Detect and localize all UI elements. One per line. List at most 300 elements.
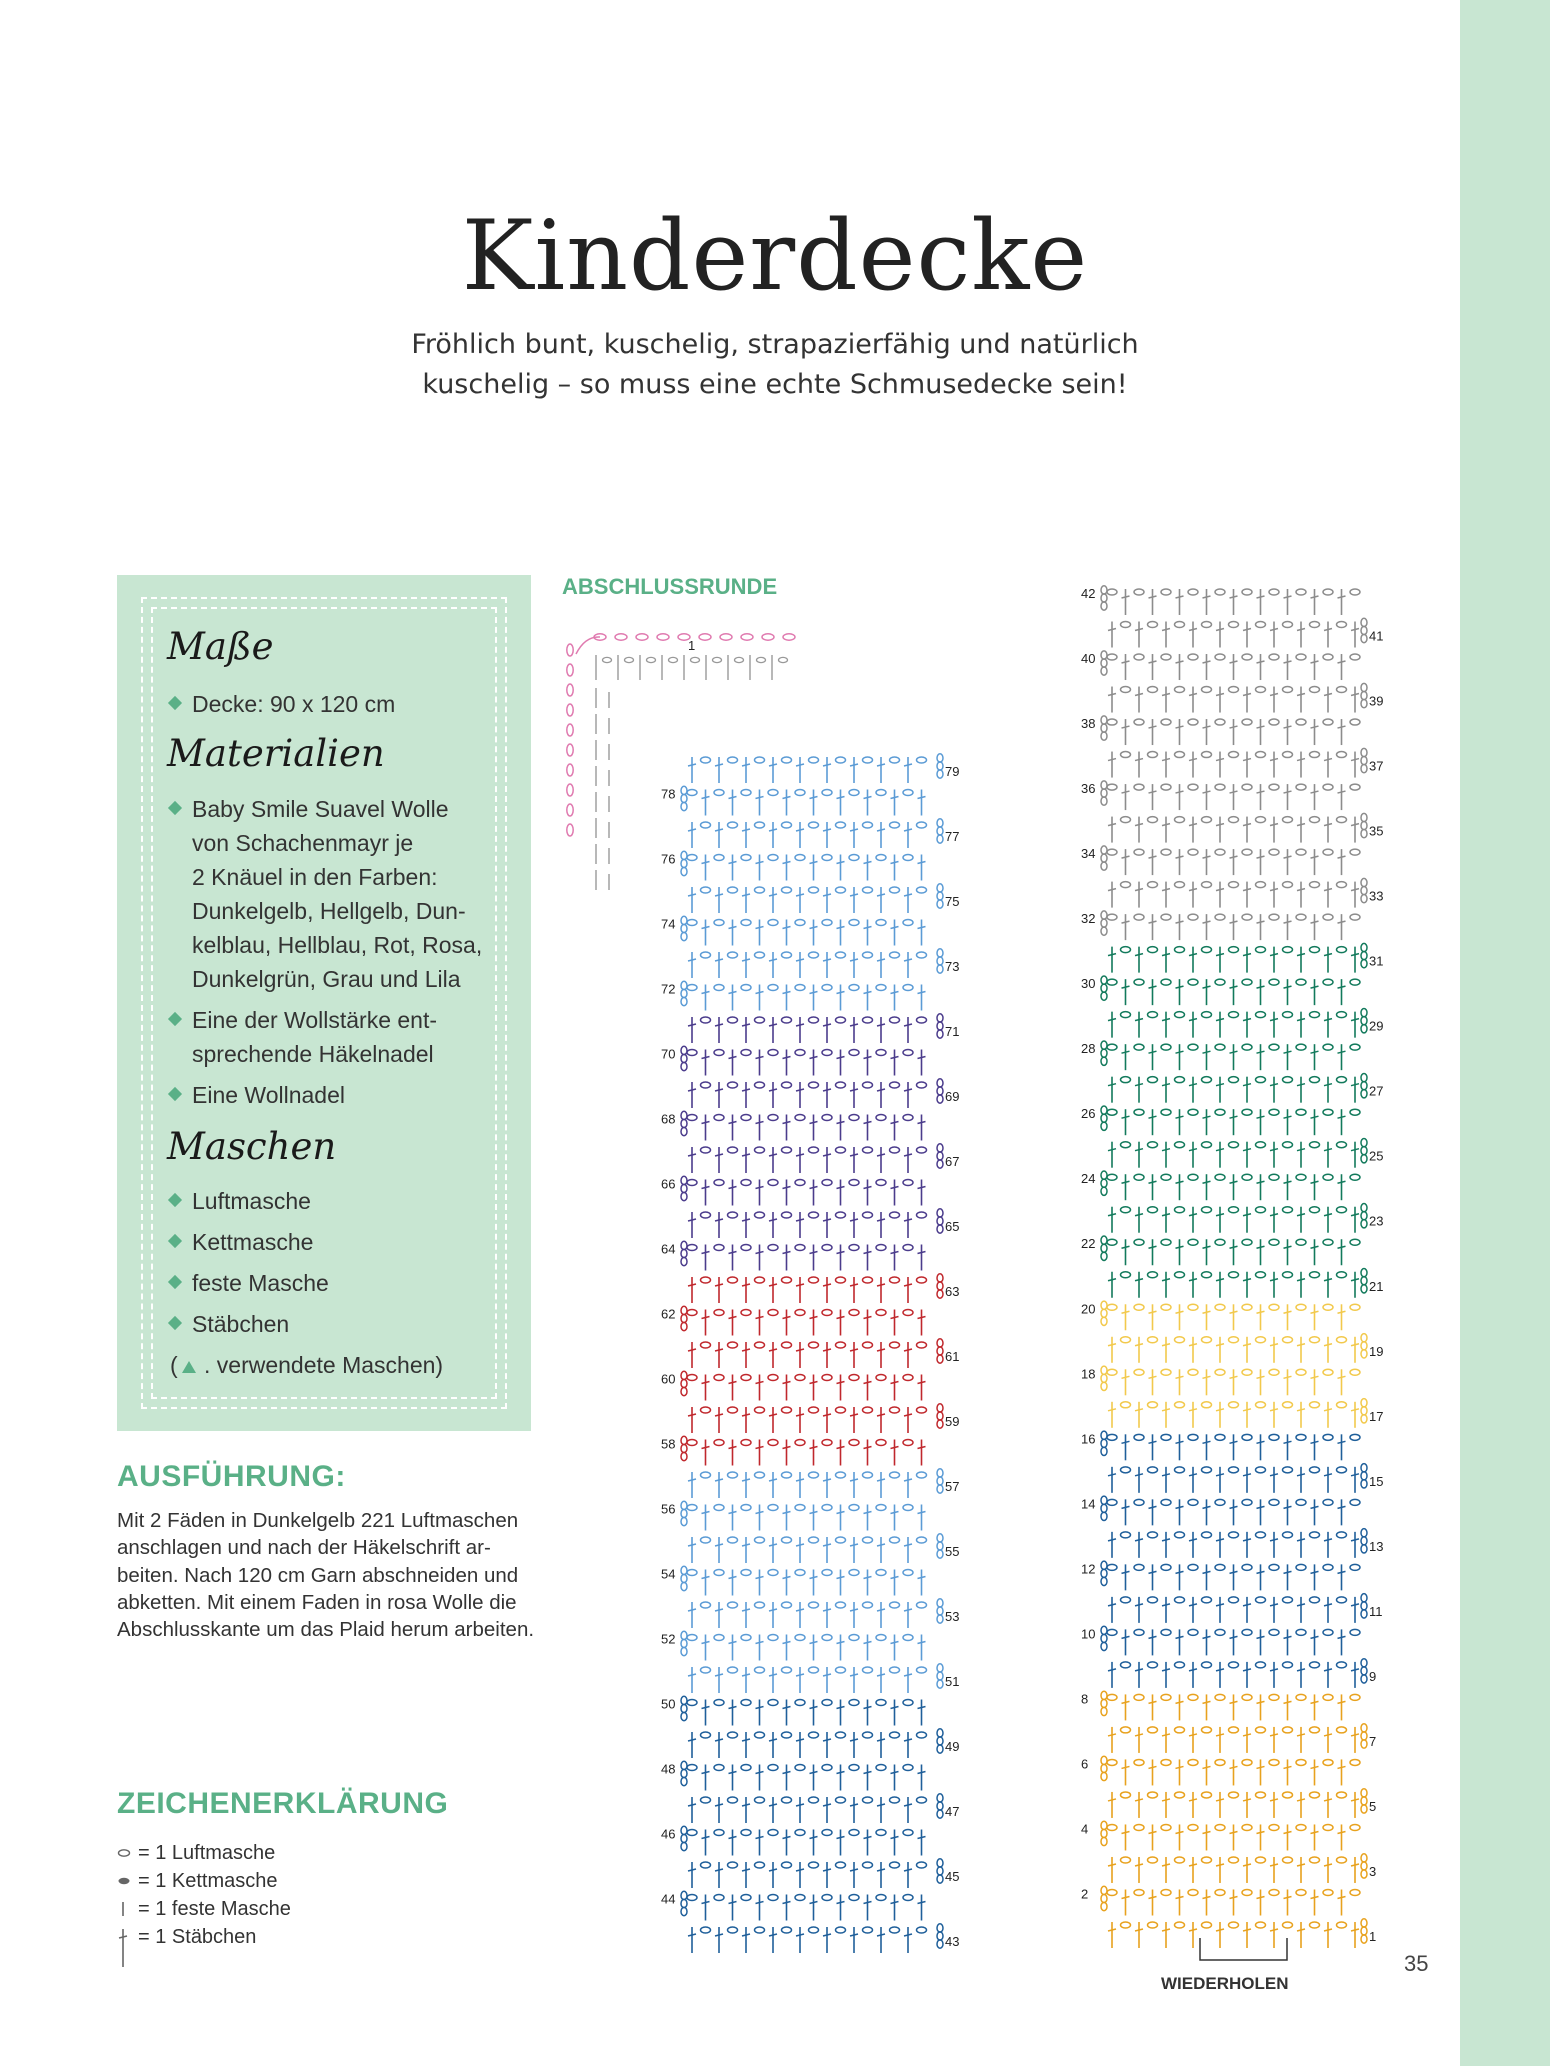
staebchen-bar-mark — [877, 1869, 885, 1871]
staebchen-bar-mark — [688, 1154, 696, 1156]
staebchen-bar-mark — [891, 1577, 899, 1579]
staebchen-bar-mark — [918, 1317, 926, 1319]
luftmasche-mark — [1188, 589, 1198, 595]
staebchen-bar-mark — [1351, 1344, 1359, 1346]
staebchen-bar-mark — [1176, 1246, 1184, 1248]
staebchen-bar-mark — [715, 1219, 723, 1221]
turning-chain-mark — [681, 1192, 687, 1200]
row-number-label: 22 — [1081, 1236, 1096, 1252]
luftmasche-mark — [890, 822, 900, 828]
chart-row — [1108, 1073, 1383, 1102]
staebchen-bar-mark — [783, 1252, 791, 1254]
luftmasche-mark — [1323, 1434, 1333, 1440]
luftmasche-mark — [1148, 752, 1158, 758]
staebchen-bar-mark — [904, 1414, 912, 1416]
staebchen-bar-mark — [918, 1577, 926, 1579]
staebchen-bar-mark — [1270, 1149, 1278, 1151]
staebchen-bar-mark — [891, 1707, 899, 1709]
chart-row — [1108, 1269, 1383, 1298]
luftmasche-mark — [1310, 882, 1320, 888]
luftmasche-mark — [917, 1667, 927, 1673]
staebchen-bar-mark — [1351, 759, 1359, 761]
turning-chain-mark — [1361, 1285, 1367, 1293]
luftmasche-mark — [714, 1830, 724, 1836]
staebchen-bar-mark — [823, 1739, 831, 1741]
luftmasche-mark — [1121, 947, 1131, 953]
turning-chain-mark — [681, 851, 687, 859]
luftmasche-mark — [849, 1895, 859, 1901]
luftmasche-mark — [1188, 1889, 1198, 1895]
chart-row — [1108, 1789, 1376, 1818]
staebchen-bar-mark — [702, 1707, 710, 1709]
staebchen-bar-mark — [783, 1707, 791, 1709]
luftmasche-mark — [1323, 1109, 1333, 1115]
staebchen-bar-mark — [1297, 1084, 1305, 1086]
staebchen-bar-mark — [1311, 1636, 1319, 1638]
staebchen-bar-mark — [810, 1902, 818, 1904]
round-start-label: 1 — [688, 638, 696, 653]
luftmasche-mark — [1242, 1239, 1252, 1245]
luftmasche-mark — [1121, 1337, 1131, 1343]
staebchen-bar-mark — [742, 1154, 750, 1156]
luftmasche-mark — [1175, 1402, 1185, 1408]
luftmasche-mark — [1175, 1337, 1185, 1343]
row-number-label: 15 — [1369, 1473, 1384, 1489]
chart-row — [1108, 1399, 1383, 1428]
chart-row — [1081, 586, 1360, 615]
turning-chain-mark — [937, 1550, 943, 1558]
luftmasche-mark — [1350, 849, 1360, 855]
turning-chain-mark — [1361, 813, 1367, 821]
staebchen-bar-mark — [810, 1512, 818, 1514]
staebchen-bar-mark — [1257, 1181, 1265, 1183]
luftmasche-mark — [782, 1602, 792, 1608]
turning-chain-mark — [1101, 1699, 1107, 1707]
staebchen-bar-mark — [1284, 1246, 1292, 1248]
luftmasche-mark — [1215, 784, 1225, 790]
luftmasche-mark — [1134, 1824, 1144, 1830]
staebchen-bar-mark — [1351, 954, 1359, 956]
staebchen-bar-mark — [918, 1707, 926, 1709]
row-number-label: 48 — [661, 1761, 676, 1777]
luftmasche-mark — [1148, 1012, 1158, 1018]
luftmasche-mark — [714, 1700, 724, 1706]
staebchen-bar-mark — [1122, 1246, 1130, 1248]
staebchen-bar-mark — [769, 894, 777, 896]
staebchen-bar-mark — [877, 764, 885, 766]
luftmasche-mark — [1215, 1564, 1225, 1570]
staebchen-bar-mark — [1176, 986, 1184, 988]
turning-chain-mark — [1101, 1057, 1107, 1065]
turning-chain-mark — [681, 1054, 687, 1062]
border-chain-mark — [567, 784, 573, 796]
luftmasche-mark — [1175, 1532, 1185, 1538]
staebchen-bar-mark — [702, 862, 710, 864]
turning-chain-mark — [681, 1257, 687, 1265]
luftmasche-mark — [1269, 1889, 1279, 1895]
staebchen-bar-mark — [1216, 1669, 1224, 1671]
luftmasche-mark — [903, 1635, 913, 1641]
luftmasche-mark — [863, 1407, 873, 1413]
staebchen-bar-mark — [1135, 1539, 1143, 1541]
luftmasche-mark — [1296, 1564, 1306, 1570]
turning-chain-mark — [937, 1347, 943, 1355]
staebchen-bar-mark — [1311, 596, 1319, 598]
luftmasche-mark — [1121, 752, 1131, 758]
staebchen-bar-mark — [715, 1609, 723, 1611]
luftmasche-mark — [1256, 687, 1266, 693]
staebchen-bar-mark — [1297, 694, 1305, 696]
staebchen-bar-mark — [1338, 1766, 1346, 1768]
staebchen-bar-mark — [891, 1642, 899, 1644]
staebchen-bar-mark — [1108, 1669, 1116, 1671]
luftmasche-mark — [863, 822, 873, 828]
row-number-label: 74 — [661, 916, 676, 932]
luftmasche-mark — [1229, 1792, 1239, 1798]
luftmasche-mark — [890, 1342, 900, 1348]
luftmasche-mark — [876, 920, 886, 926]
luftmasche-mark — [1310, 947, 1320, 953]
turning-chain-mark — [681, 1452, 687, 1460]
turning-chain-mark — [937, 1534, 943, 1542]
staebchen-bar-mark — [891, 1317, 899, 1319]
luftmasche-mark — [822, 1115, 832, 1121]
luftmasche-mark — [822, 1375, 832, 1381]
row-number-label: 71 — [945, 1024, 960, 1039]
staebchen-bar-mark — [810, 992, 818, 994]
luftmasche-mark — [755, 757, 765, 763]
luftmasche-mark — [728, 1602, 738, 1608]
staebchen-bar-mark — [823, 1219, 831, 1221]
turning-chain-mark — [681, 1249, 687, 1257]
turning-chain-mark — [681, 786, 687, 794]
luftmasche-mark — [755, 1342, 765, 1348]
luftmasche-mark — [795, 1245, 805, 1251]
luftmasche-mark — [1269, 1759, 1279, 1765]
luftmasche-mark — [863, 887, 873, 893]
luftmasche-mark — [728, 1667, 738, 1673]
row-number-label: 31 — [1369, 953, 1384, 969]
luftmasche-mark — [1337, 1857, 1347, 1863]
turning-chain-mark — [1101, 1894, 1107, 1902]
luftmasche-mark — [701, 1862, 711, 1868]
staebchen-bar-mark — [1324, 1539, 1332, 1541]
staebchen-bar-mark — [1149, 1636, 1157, 1638]
staebchen-bar-mark — [1311, 1701, 1319, 1703]
luftmasche-mark — [1310, 1662, 1320, 1668]
staebchen-bar-mark — [1324, 1344, 1332, 1346]
staebchen-bar-mark — [783, 1382, 791, 1384]
row-number-label: 35 — [1369, 823, 1384, 839]
luftmasche-mark — [1283, 1792, 1293, 1798]
staebchen-bar-mark — [904, 1609, 912, 1611]
luftmasche-mark — [903, 920, 913, 926]
turning-chain-mark — [1101, 586, 1107, 594]
materialien-item: Baby Smile Suavel Wolle von Schachenmayr je 2 Knäuel in den Farben: Dunkelgelb, Hellgelb, Dun- kelblau, Hellblau, Rot, Rosa, Dunkelgrün, Grau und Lila — [170, 792, 510, 996]
staebchen-bar-mark — [918, 927, 926, 929]
luftmasche-mark — [917, 1537, 927, 1543]
masse-heading: Maße — [167, 625, 274, 668]
luftmasche-mark — [1215, 1889, 1225, 1895]
luftmasche-mark — [795, 1570, 805, 1576]
luftmasche-mark — [1134, 654, 1144, 660]
staebchen-bar-mark — [783, 797, 791, 799]
luftmasche-mark — [1107, 1434, 1117, 1440]
turning-chain-mark — [937, 1087, 943, 1095]
staebchen-bar-mark — [1149, 596, 1157, 598]
staebchen-bar-mark — [1338, 726, 1346, 728]
luftmasche-mark — [1323, 784, 1333, 790]
luftmasche-mark — [701, 1342, 711, 1348]
luftmasche-mark — [1296, 1889, 1306, 1895]
staebchen-bar-mark — [918, 1902, 926, 1904]
row-number-label: 7 — [1369, 1733, 1377, 1749]
turning-chain-mark — [937, 1412, 943, 1420]
luftmasche-mark — [849, 985, 859, 991]
turning-chain-mark — [1101, 1496, 1107, 1504]
staebchen-bar-mark — [823, 959, 831, 961]
luftmasche-mark — [1215, 1174, 1225, 1180]
luftmasche-mark — [1337, 1337, 1347, 1343]
luftmasche-mark — [795, 1050, 805, 1056]
luftmasche-mark — [1175, 882, 1185, 888]
staebchen-bar-mark — [1162, 1214, 1170, 1216]
staebchen-bar-mark — [1149, 856, 1157, 858]
staebchen-bar-mark — [810, 1382, 818, 1384]
turning-chain-mark — [1361, 1870, 1367, 1878]
luftmasche-mark — [809, 1017, 819, 1023]
luftmasche-mark — [1242, 849, 1252, 855]
row-number-label: 72 — [661, 981, 676, 997]
luftmasche-mark — [1323, 914, 1333, 920]
staebchen-bar-mark — [904, 1349, 912, 1351]
staebchen-bar-mark — [904, 894, 912, 896]
staebchen-bar-mark — [1149, 1831, 1157, 1833]
staebchen-bar-mark — [1243, 1214, 1251, 1216]
staebchen-bar-mark — [891, 992, 899, 994]
turning-chain-mark — [1361, 1334, 1367, 1342]
luftmasche-mark — [1215, 1824, 1225, 1830]
luftmasche-mark — [1188, 1369, 1198, 1375]
staebchen-bar-mark — [1122, 1636, 1130, 1638]
luftmasche-mark — [687, 1440, 697, 1446]
staebchen-bar-mark — [864, 1642, 872, 1644]
luftmasche-mark — [876, 1115, 886, 1121]
luftmasche-mark — [1283, 882, 1293, 888]
luftmasche-mark — [714, 855, 724, 861]
luftmasche-mark — [687, 920, 697, 926]
chart-row — [1081, 976, 1360, 1005]
turning-chain-mark — [681, 1639, 687, 1647]
chart-row — [1108, 1854, 1376, 1883]
luftmasche-mark — [1229, 622, 1239, 628]
luftmasche-mark — [836, 952, 846, 958]
luftmasche-mark — [1242, 1889, 1252, 1895]
staebchen-bar-mark — [864, 1837, 872, 1839]
turning-chain-mark — [1101, 984, 1107, 992]
staebchen-bar-mark — [1297, 1929, 1305, 1931]
turning-chain-mark — [1101, 1764, 1107, 1772]
staebchen-bar-mark — [918, 1837, 926, 1839]
staebchen-bar-mark — [1189, 954, 1197, 956]
staebchen-bar-mark — [1270, 1344, 1278, 1346]
staebchen-bar-mark — [756, 1577, 764, 1579]
edge-chain-mark — [757, 657, 766, 662]
luftmasche-mark — [687, 1050, 697, 1056]
luftmasche-mark — [768, 1440, 778, 1446]
turning-chain-mark — [681, 1891, 687, 1899]
staebchen-bar-mark — [1176, 1701, 1184, 1703]
turning-chain-mark — [937, 1485, 943, 1493]
turning-chain-mark — [681, 1834, 687, 1842]
row-number-label: 79 — [945, 764, 960, 779]
chart-row — [688, 1404, 959, 1433]
staebchen-bar-mark — [783, 1902, 791, 1904]
luftmasche-mark — [1148, 882, 1158, 888]
luftmasche-mark — [1256, 817, 1266, 823]
luftmasche-mark — [701, 952, 711, 958]
luftmasche-mark — [1148, 1597, 1158, 1603]
row-number-label: 25 — [1369, 1148, 1384, 1164]
luftmasche-mark — [728, 1017, 738, 1023]
staebchen-bar-mark — [1338, 1701, 1346, 1703]
luftmasche-mark — [1269, 914, 1279, 920]
staebchen-bar-mark — [1230, 1181, 1238, 1183]
turning-chain-mark — [1361, 1732, 1367, 1740]
luftmasche-mark — [701, 822, 711, 828]
staebchen-bar-mark — [850, 959, 858, 961]
legend-heading: ZEICHENERKLÄRUNG — [117, 1787, 449, 1820]
staebchen-bar-mark — [918, 1642, 926, 1644]
luftmasche-mark — [890, 1472, 900, 1478]
staebchen-bar-mark — [823, 1934, 831, 1936]
staebchen-bar-mark — [1257, 661, 1265, 663]
staebchen-bar-mark — [769, 959, 777, 961]
luftmasche-mark — [822, 1830, 832, 1836]
border-chain-mark — [783, 634, 795, 640]
staebchen-bar-mark — [1162, 1929, 1170, 1931]
luftmasche-mark — [1337, 1792, 1347, 1798]
staebchen-bar-mark — [1189, 1669, 1197, 1671]
staebchen-bar-mark — [1257, 1376, 1265, 1378]
turning-chain-mark — [937, 1152, 943, 1160]
luftmasche-mark — [836, 1342, 846, 1348]
staebchen-bar-mark — [1311, 1181, 1319, 1183]
luftmasche-mark — [917, 1797, 927, 1803]
staebchen-bar-mark — [756, 1707, 764, 1709]
luftmasche-mark — [1283, 687, 1293, 693]
luftmasche-mark — [1269, 1239, 1279, 1245]
turning-chain-mark — [1101, 1561, 1107, 1569]
turning-chain-mark — [1101, 1756, 1107, 1764]
luftmasche-mark — [1242, 1694, 1252, 1700]
luftmasche-mark — [1148, 1467, 1158, 1473]
luftmasche-mark — [1283, 1402, 1293, 1408]
staebchen-bar-mark — [1162, 1084, 1170, 1086]
staebchen-bar-mark — [1230, 1701, 1238, 1703]
chart-row — [688, 1274, 959, 1303]
turning-chain-mark — [1101, 1187, 1107, 1195]
staebchen-bar-mark — [904, 959, 912, 961]
staebchen-bar-mark — [1257, 1116, 1265, 1118]
staebchen-bar-mark — [891, 1252, 899, 1254]
turning-chain-mark — [681, 1444, 687, 1452]
luftmasche-mark — [1283, 1142, 1293, 1148]
staebchen-bar-mark — [756, 1382, 764, 1384]
ausfuehrung-heading: AUSFÜHRUNG: — [117, 1460, 346, 1493]
staebchen-bar-mark — [864, 1057, 872, 1059]
luftmasche-mark — [1175, 1012, 1185, 1018]
luftmasche-mark — [890, 1797, 900, 1803]
maschen-note: ( . verwendete Maschen) — [170, 1348, 510, 1382]
luftmasche-mark — [1134, 979, 1144, 985]
staebchen-bar-mark — [1135, 1929, 1143, 1931]
luftmasche-mark — [1188, 784, 1198, 790]
turning-chain-mark — [1101, 1634, 1107, 1642]
staebchen-bar-mark — [1270, 1019, 1278, 1021]
luftmasche-mark — [809, 887, 819, 893]
turning-chain-mark — [681, 1501, 687, 1509]
turning-chain-mark — [1101, 1431, 1107, 1439]
staebchen-bar-mark — [810, 1057, 818, 1059]
luftmasche-mark — [701, 1667, 711, 1673]
staebchen-bar-mark — [1216, 824, 1224, 826]
luftmasche-mark — [1310, 1077, 1320, 1083]
staebchen-bar-mark — [1284, 1311, 1292, 1313]
staebchen-bar-mark — [702, 1837, 710, 1839]
luftmasche-mark — [741, 1765, 751, 1771]
luftmasche-mark — [809, 1277, 819, 1283]
luftmasche-mark — [755, 1017, 765, 1023]
staebchen-bar-mark — [796, 894, 804, 896]
luftmasche-mark — [1350, 1044, 1360, 1050]
turning-chain-mark — [1361, 1927, 1367, 1935]
luftmasche-mark — [1310, 1532, 1320, 1538]
chart-row — [1081, 1366, 1360, 1395]
staebchen-bar-mark — [729, 1447, 737, 1449]
luftmasche-mark — [903, 1310, 913, 1316]
turning-chain-mark — [1361, 699, 1367, 707]
staebchen-bar-mark — [1162, 1279, 1170, 1281]
staebchen-bar-mark — [1162, 1799, 1170, 1801]
staebchen-bar-mark — [1311, 1376, 1319, 1378]
staebchen-bar-mark — [1297, 1864, 1305, 1866]
staebchen-bar-mark — [1203, 1441, 1211, 1443]
luftmasche-mark — [1256, 1792, 1266, 1798]
luftmasche-mark — [917, 1732, 927, 1738]
luftmasche-mark — [1161, 1109, 1171, 1115]
staebchen-bar-mark — [1324, 1734, 1332, 1736]
wiederholen-label: WIEDERHOLEN — [1161, 1974, 1289, 1993]
turning-chain-mark — [1361, 756, 1367, 764]
row-number-label: 78 — [661, 786, 676, 802]
staebchen-bar-mark — [877, 1934, 885, 1936]
staebchen-bar-mark — [756, 1772, 764, 1774]
luftmasche-mark — [1350, 1629, 1360, 1635]
luftmasche-mark — [741, 1635, 751, 1641]
luftmasche-mark — [1310, 687, 1320, 693]
turning-chain-mark — [937, 1615, 943, 1623]
luftmasche-mark — [1350, 784, 1360, 790]
staebchen-bar-mark — [1338, 921, 1346, 923]
staebchen-bar-mark — [1270, 1799, 1278, 1801]
staebchen-bar-mark — [769, 1414, 777, 1416]
luftmasche-mark — [890, 757, 900, 763]
staebchen-bar-mark — [1351, 1019, 1359, 1021]
staebchen-bar-mark — [729, 1382, 737, 1384]
staebchen-bar-mark — [1176, 1311, 1184, 1313]
luftmasche-mark — [1337, 1597, 1347, 1603]
